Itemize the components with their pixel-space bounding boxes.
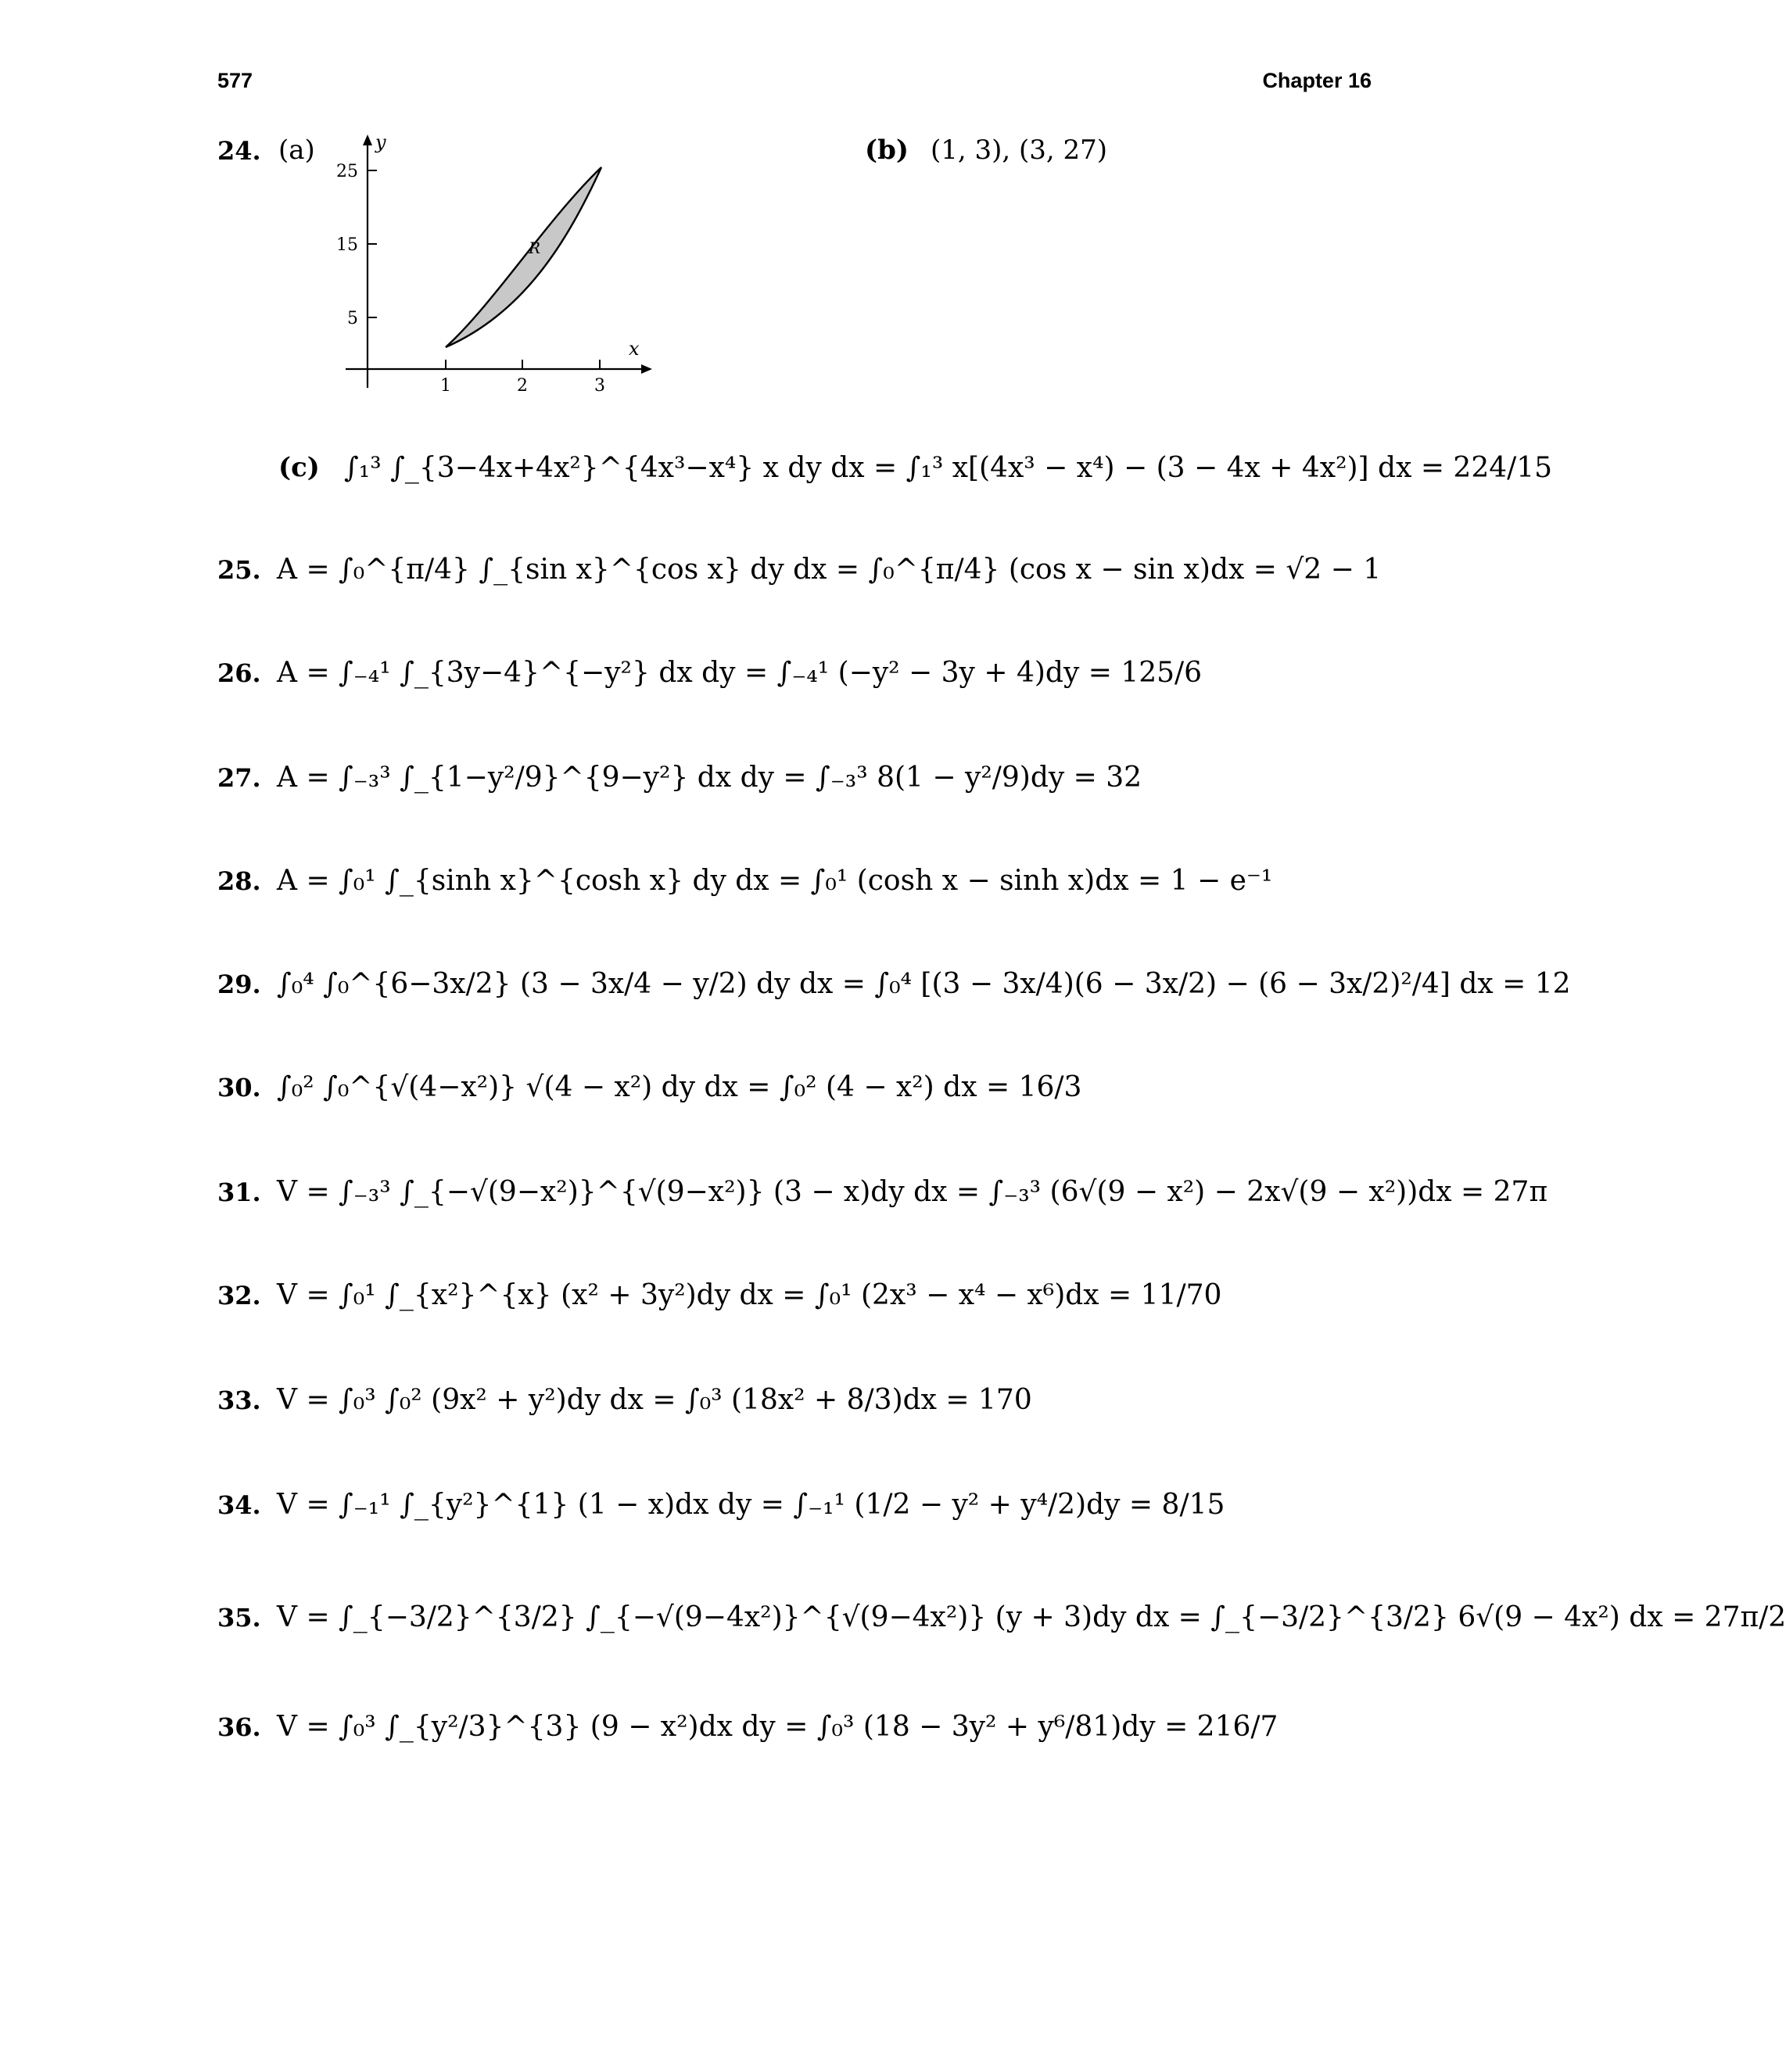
region-graph: [328, 133, 657, 399]
x-tick-label-2: 2: [517, 376, 528, 396]
problem-solution: V = ∫₀¹ ∫_{x²}^{x} (x² + 3y²)dy dx = ∫₀¹ (2x³ − x⁴ − x⁶)dx = 11/70: [277, 1279, 1222, 1311]
problem-24-number: 24.: [217, 136, 261, 166]
problem-solution: A = ∫₀¹ ∫_{sinh x}^{cosh x} dy dx = ∫₀¹ (cosh x − sinh x)dx = 1 − e⁻¹: [277, 865, 1273, 897]
problem-number: 34.: [217, 1490, 261, 1520]
part-a-label: (a): [278, 134, 315, 166]
part-b-label: (b): [865, 134, 909, 166]
problem-number: 29.: [217, 970, 261, 999]
problem-solution: V = ∫₀³ ∫₀² (9x² + y²)dy dx = ∫₀³ (18x² + 8/3)dx = 170: [277, 1384, 1032, 1416]
problem-number: 33.: [217, 1386, 261, 1415]
problem-number: 26.: [217, 658, 261, 688]
part-b-answer: (1, 3), (3, 27): [931, 134, 1108, 166]
y-axis-arrow-icon: [363, 134, 372, 145]
problem-solution: V = ∫₋₃³ ∫_{−√(9−x²)}^{√(9−x²)} (3 − x)dy dx = ∫₋₃³ (6√(9 − x²) − 2x√(9 − x²))dx = 27π: [277, 1176, 1548, 1208]
region-r-label: R: [529, 238, 541, 257]
problem-number: 32.: [217, 1281, 261, 1310]
x-tick-label-1: 1: [440, 376, 451, 396]
x-axis-arrow-icon: [641, 364, 652, 374]
page-number: 577: [217, 69, 253, 92]
y-axis-label: y: [375, 131, 386, 153]
y-tick-label-5: 5: [347, 309, 358, 328]
problem-solution: A = ∫₋₃³ ∫_{1−y²/9}^{9−y²} dx dy = ∫₋₃³ 8(1 − y²/9)dy = 32: [277, 762, 1142, 794]
problem-number: 27.: [217, 763, 261, 793]
problem-number: 36.: [217, 1712, 261, 1742]
x-tick-label-3: 3: [594, 376, 605, 396]
y-tick-label-25: 25: [336, 162, 358, 181]
problem-solution: V = ∫₋₁¹ ∫_{y²}^{1} (1 − x)dx dy = ∫₋₁¹ (1/2 − y² + y⁴/2)dy = 8/15: [277, 1489, 1225, 1521]
problem-number: 31.: [217, 1178, 261, 1207]
problem-solution: V = ∫_{−3/2}^{3/2} ∫_{−√(9−4x²)}^{√(9−4x²)} (y + 3)dy dx = ∫_{−3/2}^{3/2} 6√(9 − 4x²) dx = 27π/2: [277, 1601, 1786, 1633]
chapter-title: Chapter 16: [1262, 69, 1372, 92]
problem-solution: V = ∫₀³ ∫_{y²/3}^{3} (9 − x²)dx dy = ∫₀³ (18 − 3y² + y⁶/81)dy = 216/7: [277, 1711, 1279, 1743]
x-axis-label: x: [629, 338, 640, 360]
part-c-answer: ∫₁³ ∫_{3−4x+4x²}^{4x³−x⁴} x dy dx = ∫₁³ x[(4x³ − x⁴) − (3 − 4x + 4x²)] dx = 224/15: [344, 452, 1553, 484]
region-r: [446, 167, 601, 347]
problem-solution: ∫₀⁴ ∫₀^{6−3x/2} (3 − 3x/4 − y/2) dy dx = ∫₀⁴ [(3 − 3x/4)(6 − 3x/2) − (6 − 3x/2)²/4] dx = 12: [277, 968, 1571, 1000]
problem-solution: A = ∫₋₄¹ ∫_{3y−4}^{−y²} dx dy = ∫₋₄¹ (−y² − 3y + 4)dy = 125/6: [277, 657, 1203, 689]
problem-solution: A = ∫₀^{π/4} ∫_{sin x}^{cos x} dy dx = ∫₀^{π/4} (cos x − sin x)dx = √2 − 1: [277, 554, 1382, 586]
y-tick-label-15: 15: [336, 235, 358, 255]
part-c-label: (c): [278, 452, 320, 483]
problem-number: 25.: [217, 555, 261, 585]
problem-number: 35.: [217, 1603, 261, 1633]
problem-number: 28.: [217, 866, 261, 896]
problem-number: 30.: [217, 1073, 261, 1102]
problem-solution: ∫₀² ∫₀^{√(4−x²)} √(4 − x²) dy dx = ∫₀² (4 − x²) dx = 16/3: [277, 1071, 1082, 1103]
